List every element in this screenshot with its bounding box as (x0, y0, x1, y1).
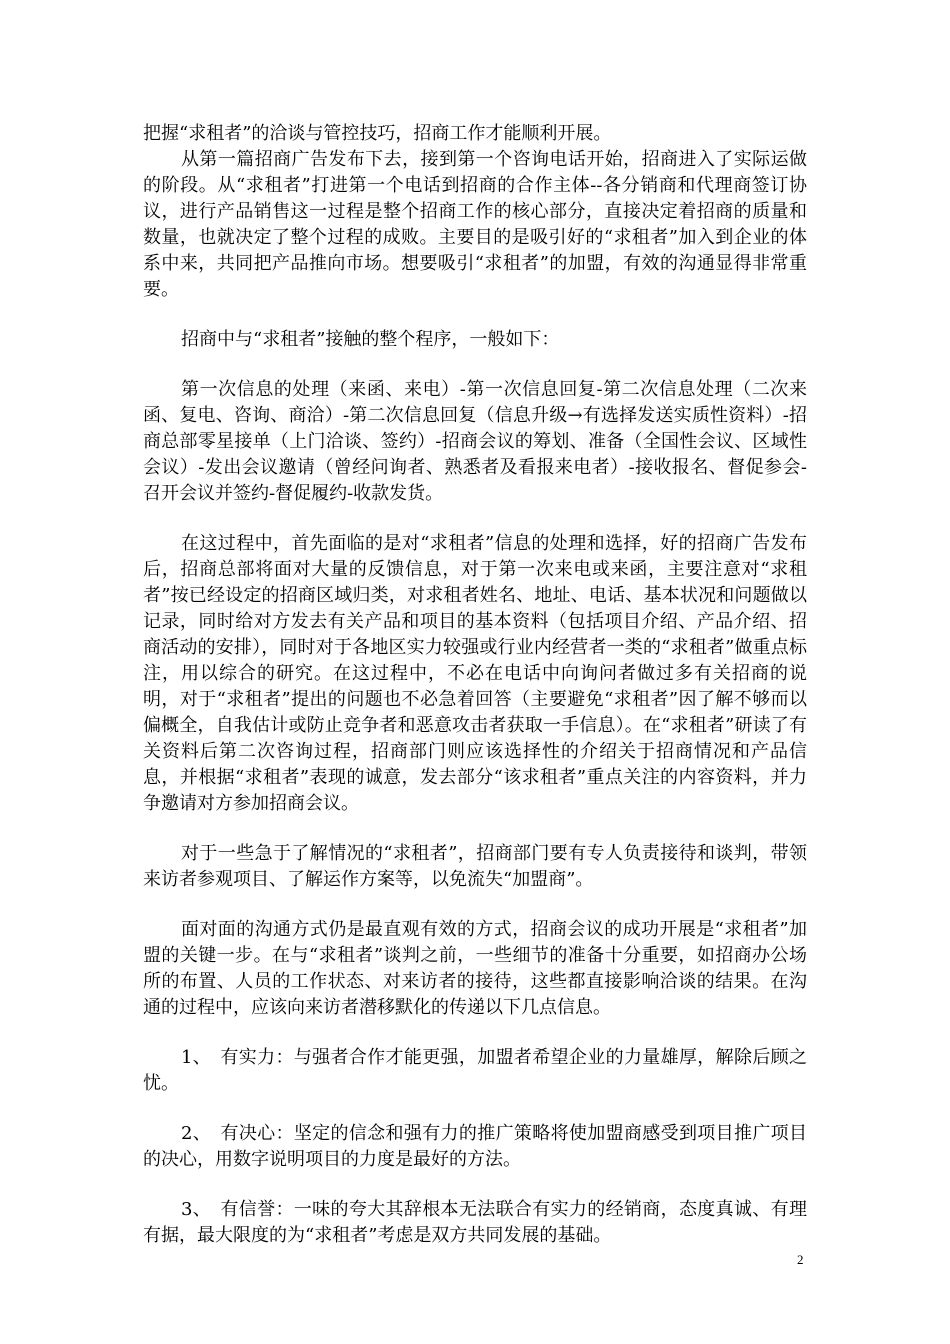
list-item-determination: 2、 有决心：坚定的信念和强有力的推广策略将使加盟商感受到项目推广项目的决心，用数字说明项目的力度是最好的方法。 (143, 1123, 807, 1170)
document-body (143, 121, 807, 1249)
paragraph-procedure-intro: 招商中与“求租者”接触的整个程序，一般如下： (181, 329, 560, 350)
paragraph-first-ad: 从第一篇招商广告发布下去，接到第一个咨询电话开始，招商进入了实际运做的阶段。从“求租者”打进第一个电话到招商的合作主体--各分销商和代理商签订协议，进行产品销售这一过程是整个招商工作的核心部分，直接决定着招商的质量和数量，也就决定了整个过程的成败。主要目的是吸引好的“求租者”加入到企业的体系中来，共同把产品推向市场。想要吸引“求租者”的加盟，有效的沟通显得非常重要。 (143, 149, 807, 300)
paragraph-gap (143, 507, 807, 531)
list-item-strength: 1、 有实力：与强者合作才能更强，加盟者希望企业的力量雄厚，解除后顾之忧。 (143, 1047, 807, 1094)
paragraph-procedure-steps: 第一次信息的处理（来函、来电）-第一次信息回复-第二次信息处理（二次来函、复电、咨询、商洽）-第二次信息回复（信息升级→有选择发送实质性资料）-招商总部零星接单（上门洽谈、签约）-招商会议的筹划、准备（全国性会议、区域性会议）-发出会议邀请（曾经问询者、熟悉者及看报来电者）-接收报名、督促参会-召开会议并签约-督促履约-收款发货。 (143, 379, 807, 504)
paragraph-gap (143, 1021, 807, 1045)
paragraph-gap (143, 353, 807, 377)
paragraph-gap (143, 893, 807, 917)
paragraph-gap (143, 1097, 807, 1121)
paragraph-gap (143, 817, 807, 841)
paragraph-reception: 对于一些急于了解情况的“求租者”，招商部门要有专人负责接待和谈判，带领来访者参观项目、了解运作方案等，以免流失“加盟商”。 (143, 843, 807, 890)
list-item-reputation: 3、 有信誉：一味的夸大其辞根本无法联合有实力的经销商，态度真诚、有理有据，最大限度的为“求租者”考虑是双方共同发展的基础。 (143, 1199, 807, 1246)
paragraph-info-processing: 在这过程中，首先面临的是对“求租者”信息的处理和选择，好的招商广告发布后，招商总部将面对大量的反馈信息，对于第一次来电或来函，主要注意对“求租者”按已经设定的招商区域归类，对求租者姓名、地址、电话、基本状况和问题做以记录，同时给对方发去有关产品和项目的基本资料（包括项目介绍、产品介绍、招商活动的安排），同时对于各地区实力较强或行业内经营者一类的“求租者”做重点标注，用以综合的研究。在这过程中，不必在电话中向询问者做过多有关招商的说明，对于“求租者”提出的问题也不必急着回答（主要避免“求租者”因了解不够而以偏概全，自我估计或防止竞争者和恶意攻击者获取一手信息）。在“求租者”研读了有关资料后第二次咨询过程，招商部门则应该选择性的介绍关于招商情况和产品信息，并根据“求租者”表现的诚意，发去部分“该求租者”重点关注的内容资料，并力争邀请对方参加招商会议。 (143, 533, 807, 814)
paragraph-gap (143, 1173, 807, 1197)
paragraph-intro: 把握“求租者”的洽谈与管控技巧，招商工作才能顺利开展。 (143, 123, 612, 144)
paragraph-gap (143, 303, 807, 327)
page-number: 2 (797, 1252, 804, 1267)
paragraph-face-to-face: 面对面的沟通方式仍是最直观有效的方式，招商会议的成功开展是“求租者”加盟的关键一步。在与“求租者”谈判之前，一些细节的准备十分重要，如招商办公场所的布置、人员的工作状态、对来访者的接待，这些都直接影响洽谈的结果。在沟通的过程中，应该向来访者潜移默化的传递以下几点信息。 (143, 919, 807, 1018)
